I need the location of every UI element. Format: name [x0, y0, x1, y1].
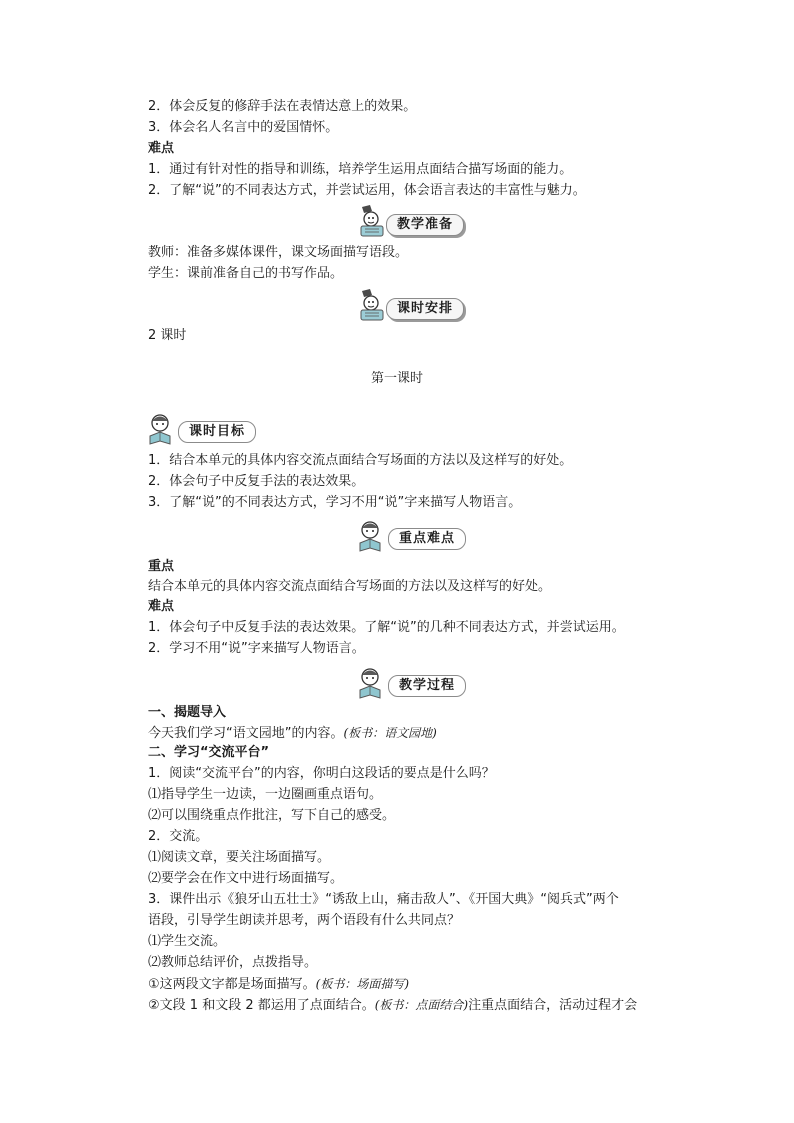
objective-line-3: 3．体会名人名言中的爱国情怀。	[148, 120, 339, 135]
reading-kid-icon	[356, 666, 390, 700]
blackboard-note: (板书：语文园地)	[343, 726, 437, 740]
section-1-title: 一、揭题导入	[148, 705, 227, 720]
difficulty-line-1: 1．通过有针对性的指导和训练，培养学生运用点面结合描写场面的能力。	[148, 162, 573, 177]
step-1: 1．阅读“交流平台”的内容，你明白这段话的要点是什么吗？	[148, 766, 495, 781]
pencil-mascot-icon	[356, 289, 390, 323]
banner-label: 重点难点	[388, 528, 466, 550]
lesson-title: 第一课时	[370, 371, 423, 386]
objective-line-2: 2．体会反复的修辞手法在表情达意上的效果。	[148, 99, 417, 114]
blackboard-note: (板书：场面描写)	[315, 977, 410, 991]
banner-label: 教学过程	[388, 675, 466, 697]
focus-text: 结合本单元的具体内容交流点面结合写场面的方法以及这样写的好处。	[148, 579, 552, 594]
difficulty-line-2: 2．了解“说”的不同表达方式，并尝试运用，体会语言表达的丰富性与魅力。	[148, 183, 586, 198]
difficulty-heading-2: 难点	[148, 599, 175, 614]
section-2-title: 二、学习“交流平台”	[148, 745, 270, 760]
pencil-mascot-icon	[356, 205, 390, 239]
focus-heading: 重点	[148, 559, 175, 574]
banner-label: 课时安排	[386, 298, 464, 320]
step-2b: ⑵要学会在作文中进行场面描写。	[148, 871, 344, 886]
step-2: 2．交流。	[148, 829, 209, 844]
step-3a: ⑴学生交流。	[148, 934, 227, 949]
reading-kid-icon	[146, 412, 180, 446]
difficulty-text-1: 1．体会句子中反复手法的表达效果。了解“说”的几种不同表达方式，并尝试运用。	[148, 620, 625, 635]
reading-kid-icon	[356, 519, 390, 553]
step-3-line-2: 语段，引导学生朗读并思考，两个语段有什么共同点？	[148, 913, 461, 928]
step-3b-1: ①这两段文字都是场面描写。(板书：场面描写)	[148, 977, 410, 992]
schedule-hours: 2 课时	[148, 328, 187, 343]
banner-teaching-process	[356, 666, 466, 700]
banner-schedule	[356, 289, 466, 323]
step-3b: ⑵教师总结评价，点拨指导。	[148, 955, 318, 970]
blackboard-note: (板书：点面结合)	[374, 998, 469, 1012]
step-1b: ⑵可以围绕重点作批注，写下自己的感受。	[148, 808, 396, 823]
banner-lesson-goals	[146, 412, 258, 446]
difficulty-heading: 难点	[148, 141, 175, 156]
banner-key-points	[356, 519, 466, 553]
difficulty-text-2: 2．学习不用“说”字来描写人物语言。	[148, 641, 365, 656]
goal-1: 1．结合本单元的具体内容交流点面结合写场面的方法以及这样写的好处。	[148, 453, 573, 468]
banner-teaching-prep	[356, 205, 466, 239]
prep-teacher: 教师：准备多媒体课件，课文场面描写语段。	[148, 245, 409, 260]
goal-2: 2．体会句子中反复手法的表达效果。	[148, 474, 365, 489]
goal-3: 3．了解“说”的不同表达方式，学习不用“说”字来描写人物语言。	[148, 495, 522, 510]
step-3-line-1: 3．课件出示《狼牙山五壮士》“诱敌上山，痛击敌人”、《开国大典》“阅兵式”两个	[148, 892, 619, 907]
step-2a: ⑴阅读文章，要关注场面描写。	[148, 850, 331, 865]
banner-label: 教学准备	[386, 214, 464, 236]
banner-label: 课时目标	[178, 421, 256, 443]
section-1-text: 今天我们学习“语文园地”的内容。(板书：语文园地)	[148, 726, 437, 741]
step-3b-2: ②文段 1 和文段 2 都运用了点面结合。(板书：点面结合)注重点面结合，活动过程才会	[148, 998, 638, 1013]
step-1a: ⑴指导学生一边读，一边圈画重点语句。	[148, 787, 383, 802]
prep-student: 学生：课前准备自己的书写作品。	[148, 266, 344, 281]
